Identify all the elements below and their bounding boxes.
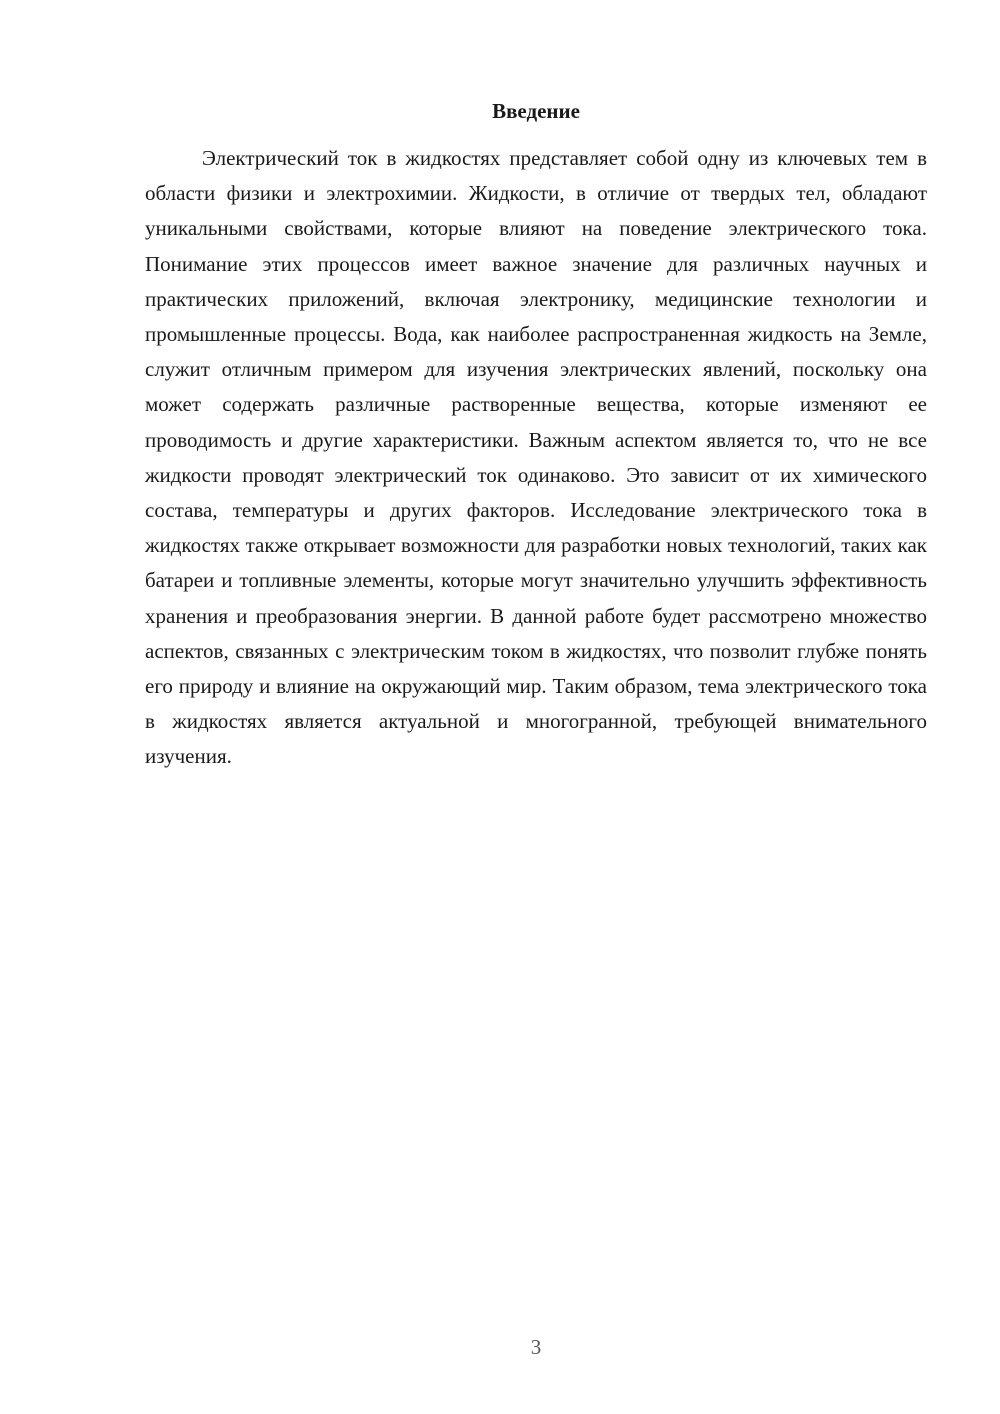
section-heading: Введение <box>492 99 580 123</box>
body-paragraph: Электрический ток в жидкостях представляет собой одну из ключевых тем в области физики и электрохимии. Жидкости, в отличие от твердых тел, обладают уникальными свойствами, которые влияют на поведение электрического тока. Понимание этих процессов имеет важное значение для различных научных и практических приложений, включая электронику, медицинские технологии и промышленные процессы. Вода, как наиболее распространенная жидкость на Земле, служит отличным примером для изучения электрических явлений, поскольку она может содержать различные растворенные вещества, которые изменяют ее проводимость и другие характеристики. Важным аспектом является то, что не все жидкости проводят электрический ток одинаково. Это зависит от их химического состава, температуры и других факторов. Исследование электрического тока в жидкостях также открывает возможности для разработки новых технологий, таких как батареи и топливные элементы, которые могут значительно улучшить эффективность хранения и преобразования энергии. В данной работе будет рассмотрено множество аспектов, связанных с электрическим током в жидкостях, что позволит глубже понять его природу и влияние на окружающий мир. Таким образом, тема электрического тока в жидкостях является актуальной и многогранной, требующей внимательного изучения. <box>145 146 927 769</box>
page-number: 3 <box>530 1335 542 1359</box>
